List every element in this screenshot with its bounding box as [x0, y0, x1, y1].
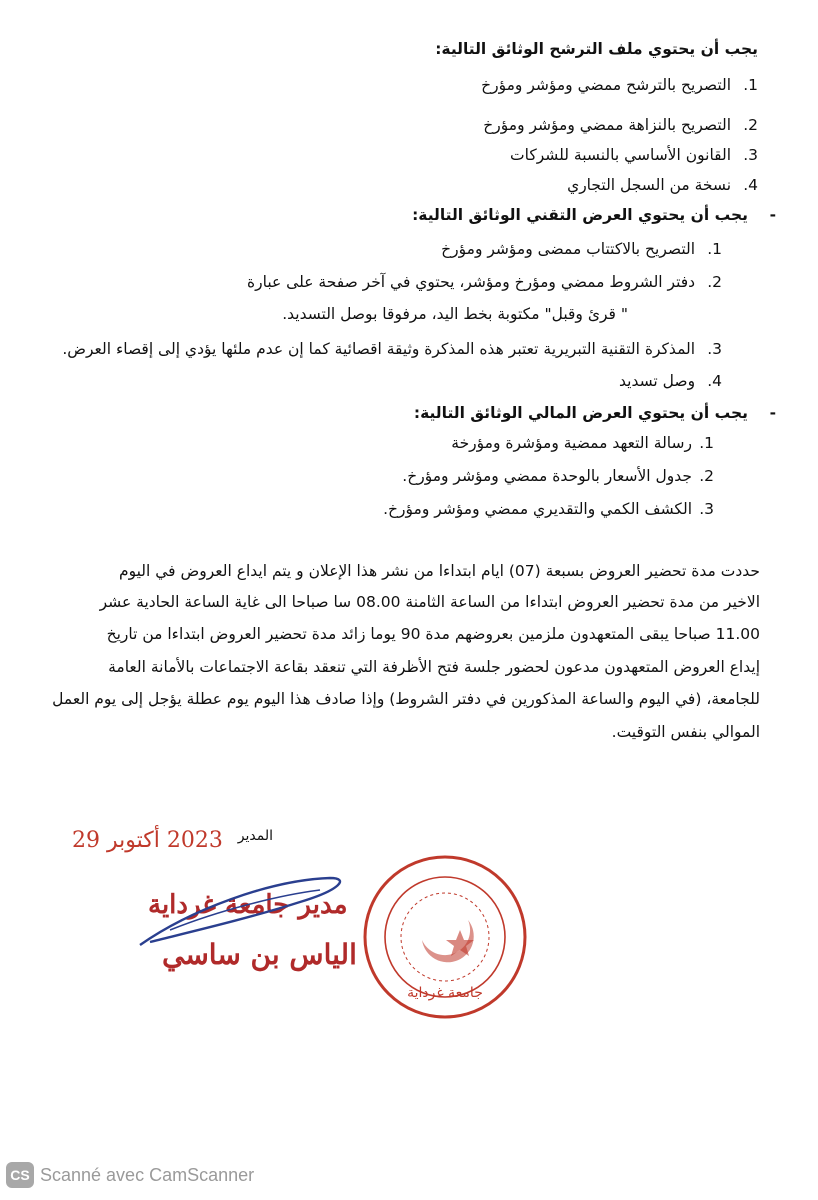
- section1-item-4: 4. نسخة من السجل التجاري: [567, 176, 758, 194]
- section3-bullet: -: [769, 404, 776, 422]
- section2-item-2: 2. دفتر الشروط ممضي ومؤرخ ومؤشر، يحتوي في آخر صفحة على عبارة: [247, 273, 722, 291]
- section2-item-2-continuation: " قرئ وقبل" مكتوبة بخط اليد، مرفوقا بوصل التسديد.: [282, 305, 628, 323]
- section2-item-1: 1. التصريح بالاكتتاب ممضى ومؤشر ومؤرخ: [441, 240, 722, 258]
- section3-heading: - يجب أن يحتوي العرض المالي الوثائق التالية:: [413, 404, 776, 422]
- section2-bullet: -: [769, 206, 776, 224]
- paragraph-line-5: للجامعة، (في اليوم والساعة المذكورين في دفتر الشروط) وإذا صادف هذا اليوم يوم عطلة يؤجل إلى يوم العمل: [52, 690, 760, 708]
- section3-item-3: 3.الكشف الكمي والتقديري ممضي ومؤشر ومؤرخ.: [383, 500, 714, 518]
- section1-item-1: 1. التصريح بالترشح ممضي ومؤشر ومؤرخ: [481, 76, 758, 94]
- section2-item-3: 3. المذكرة التقنية التبريرية تعتبر هذه المذكرة وثيقة اقصائية كما إن عدم ملئها يؤدي إلى إقصاء العرض.: [62, 340, 722, 358]
- signature-scribble: [130, 870, 360, 960]
- paragraph-line-1: حددت مدة تحضير العروض بسبعة (07) ايام ابتداءا من نشر هذا الإعلان و يتم ايداع العروض في اليوم: [119, 562, 760, 580]
- section3-item-1: 1.رسالة التعهد ممضية ومؤشرة ومؤرخة: [451, 434, 714, 452]
- section2-item-4: 4. وصل تسديد: [619, 372, 722, 390]
- watermark-text: Scanné avec CamScanner: [40, 1164, 255, 1185]
- paragraph-line-2: الاخير من مدة تحضير العروض ابتداءا من الساعة الثامنة 08.00 سا صباحا الى غاية الساعة الحادية عشر: [99, 593, 760, 611]
- signature-line-2: الياس بن ساسي: [162, 938, 357, 971]
- date-stamp: 2023 أكتوبر 29: [72, 828, 223, 853]
- signature-line-1: مدير جامعة غرداية: [148, 890, 348, 920]
- seal-text: جامعة غرداية: [407, 985, 483, 1001]
- official-seal: [360, 852, 530, 1022]
- paragraph-line-3: 11.00 صباحا يبقى المتعهدون ملزمين بعروضهم مدة 90 يوما زائد مدة تحضير العروض ابتداءا من تاريخ: [106, 625, 760, 643]
- paragraph-line-4: إيداع العروض المتعهدون مدعون لحضور جلسة فتح الأظرفة التي تنعقد بقاعة الاجتماعات بالأمانة العامة: [108, 658, 760, 676]
- paragraph-line-6: الموالي بنفس التوقيت.: [611, 723, 760, 741]
- section1-heading: يجب أن يحتوي ملف الترشح الوثائق التالية:: [435, 40, 758, 58]
- section1-item-3: 3. القانون الأساسي بالنسبة للشركات: [510, 146, 758, 164]
- director-title: المدير: [237, 828, 273, 844]
- camscanner-logo-icon: CS: [6, 1162, 34, 1188]
- section1-item-2: 2. التصريح بالنزاهة ممضي ومؤشر ومؤرخ: [483, 116, 758, 134]
- section2-heading: - يجب أن يحتوي العرض التقني الوثائق التالية:: [412, 206, 776, 224]
- camscanner-watermark: [6, 1162, 254, 1188]
- section3-item-2: 2.جدول الأسعار بالوحدة ممضي ومؤشر ومؤرخ.: [402, 467, 714, 485]
